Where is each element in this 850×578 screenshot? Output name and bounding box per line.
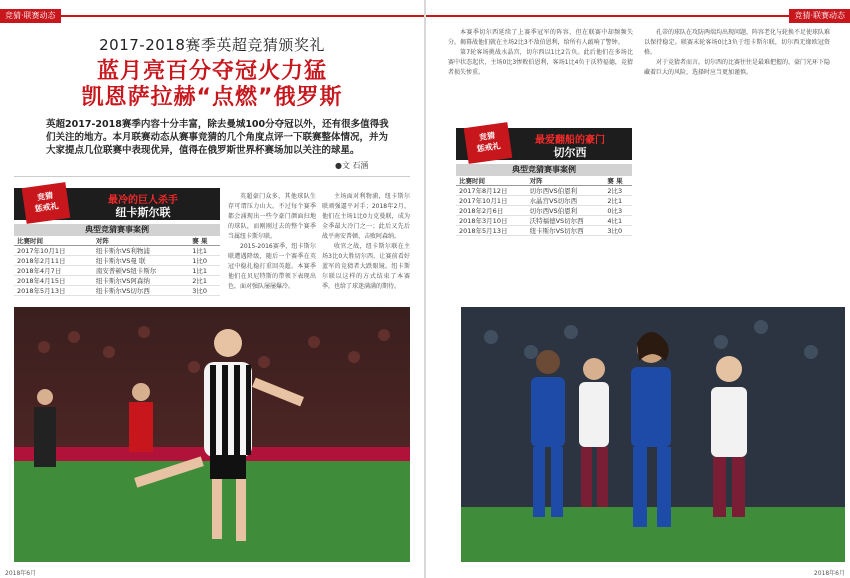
article-title-line1: 蓝月亮百分夺冠火力猛 <box>96 59 327 84</box>
cell-result: 1比1 <box>189 246 220 256</box>
cell-result: 4比1 <box>604 216 632 226</box>
cell-match: 切尔西VS伯恩利 <box>527 206 605 216</box>
divider <box>14 176 410 177</box>
col-result: 赛 果 <box>189 236 220 246</box>
cell-match: 水晶宫VS切尔西 <box>527 196 605 206</box>
cell-date: 2018年4月7日 <box>14 266 93 276</box>
byline: ●文 石涵 <box>335 161 369 170</box>
body-paragraph: 收官之战，纽卡斯尔联在主场3比0大胜切尔西，让赛前看好蓝军的竞猜者大跌眼镜。纽卡斯尔联以这样的方式结束了本赛季，也给了球迷满满的期待。 <box>322 243 410 290</box>
section-rule <box>426 15 850 17</box>
cell-result: 3比0 <box>189 286 220 296</box>
cell-match: 切尔西VS伯恩利 <box>527 186 605 196</box>
cell-date: 2018年3月10日 <box>456 216 527 226</box>
case-table-header <box>14 236 220 246</box>
cell-match: 纽卡斯尔VS阿森纳 <box>93 276 189 286</box>
body-paragraph: 孔蒂的球队在攻防两端均出现问题，阵容老化与轮换不足使球队难以保持稳定。联赛末轮客场0比3负于纽卡斯尔联，切尔西无缘欧冠资格。 <box>644 29 831 56</box>
award-box <box>14 188 220 296</box>
article-title-line2: 凯恩萨拉赫“点燃”俄罗斯 <box>81 85 343 110</box>
body-column-2 <box>322 192 410 292</box>
match-photo-chelsea <box>461 307 845 562</box>
cell-result: 1比1 <box>189 266 220 276</box>
cell-match: 纽卡斯尔VS曼 联 <box>93 256 189 266</box>
page-footer: 2018年6月 <box>5 570 37 577</box>
award-header <box>456 128 632 160</box>
section-rule <box>0 15 424 17</box>
body-column-3 <box>448 28 633 78</box>
section-tag: 竞猜·联赛动态 <box>0 9 61 23</box>
table-row <box>14 266 220 276</box>
award-header <box>14 188 220 220</box>
body-column-4 <box>644 28 830 78</box>
right-page <box>426 0 850 578</box>
cell-date: 2018年2月6日 <box>456 206 527 216</box>
body-paragraph: 第7轮客场挑战水晶宫，切尔西以1比2告负。此后他们在多场比赛中状态起伏，主场0比3惨败伯恩利，客场1比4负于沃特福德，竞猜者损失惨重。 <box>448 49 633 76</box>
col-date: 比赛时间 <box>14 236 93 246</box>
cell-match: 南安普顿VS纽卡斯尔 <box>93 266 189 276</box>
table-row <box>456 196 632 206</box>
left-page <box>0 0 424 578</box>
cell-match: 纽卡斯尔VS利物浦 <box>93 246 189 256</box>
cell-result: 2比1 <box>604 196 632 206</box>
cell-date: 2017年10月1日 <box>14 246 93 256</box>
body-paragraph: 主场面对利物浦，纽卡斯尔联顽强逼平对手；2018年2月，他们在主场1比0力克曼联，成为全季最大冷门之一；此后又先后战平南安普顿、击败阿森纳。 <box>322 193 410 240</box>
case-table <box>14 236 220 296</box>
col-result: 赛 果 <box>604 176 632 186</box>
cell-result: 1比0 <box>189 256 220 266</box>
award-box <box>456 128 632 236</box>
article-title-top: 2017-2018赛季英超竞猜颁奖礼 <box>99 36 325 54</box>
cell-result: 3比0 <box>604 226 632 236</box>
table-row <box>14 246 220 256</box>
cell-result: 2比3 <box>604 186 632 196</box>
cell-result: 2比1 <box>189 276 220 286</box>
table-row <box>456 206 632 216</box>
case-table-title: 典型竞猜赛事案例 <box>456 164 632 176</box>
table-row <box>14 256 220 266</box>
body-paragraph: 对于竞猜者而言，切尔西的比赛往往是最难把握的，豪门光环下隐藏着巨大的风险，选择时应当更加谨慎。 <box>644 59 831 76</box>
table-row <box>456 216 632 226</box>
cell-match: 沃特福德VS切尔西 <box>527 216 605 226</box>
award-title: 最冷的巨人杀手 <box>108 195 178 206</box>
col-date: 比赛时间 <box>456 176 527 186</box>
table-row <box>456 226 632 236</box>
page-footer: 2018年6月 <box>813 570 845 577</box>
cell-date: 2018年4月15日 <box>14 276 93 286</box>
award-team: 切尔西 <box>553 146 587 159</box>
cell-match: 纽卡斯尔VS切尔西 <box>93 286 189 296</box>
match-photo-newcastle <box>14 307 410 562</box>
body-paragraph: 英超豪门众多，其他球队生存可谓压力山大。不过每个赛季都会涌现出一些令豪门颜面扫地的球队，而刚刚过去的整个赛季当属纽卡斯尔联。 <box>228 193 316 240</box>
body-column-1 <box>228 192 316 292</box>
cell-date: 2017年8月12日 <box>456 186 527 196</box>
body-paragraph: 本赛季切尔西延续了上赛季冠军的阵容，但在联赛中却频频失分。揭幕战他们就在主场2比3不敌伯恩利，给所有人敲响了警钟。 <box>448 29 633 46</box>
table-row <box>14 276 220 286</box>
cell-date: 2018年2月11日 <box>14 256 93 266</box>
case-table <box>456 176 632 236</box>
cell-date: 2018年5月13日 <box>14 286 93 296</box>
case-table-title: 典型竞猜赛事案例 <box>14 224 220 236</box>
table-row <box>456 186 632 196</box>
cell-date: 2017年10月1日 <box>456 196 527 206</box>
cell-match: 纽卡斯尔VS切尔西 <box>527 226 605 236</box>
award-title: 最爱翻船的豪门 <box>535 135 605 146</box>
article-lead: 英超2017-2018赛季内容十分丰富，除去曼城100分夺冠以外，还有很多值得我们关注的地方。本月联赛动态从赛事竞猜的几个角度点评一下联赛整体情况，并为大家提点几位联赛中表现优异，值得在俄罗斯世界杯赛场加以关注的球星。 <box>46 119 389 156</box>
body-paragraph: 2015-2016赛季，纽卡斯尔联遭遇降级，随后一个赛季在英冠中稳扎稳打重回英超。本赛季他们在贝尼特斯的带领下表现出色，面对强队屡屡爆冷。 <box>228 243 316 290</box>
cell-result: 0比3 <box>604 206 632 216</box>
award-badge: 竞猜 惩戒礼 <box>22 182 71 224</box>
col-match: 对阵 <box>527 176 605 186</box>
award-badge: 竞猜 惩戒礼 <box>464 122 513 164</box>
section-tag: 竞猜·联赛动态 <box>789 9 850 23</box>
cell-date: 2018年5月13日 <box>456 226 527 236</box>
col-match: 对阵 <box>93 236 189 246</box>
table-row <box>14 286 220 296</box>
case-table-header <box>456 176 632 186</box>
award-team: 纽卡斯尔联 <box>115 206 171 219</box>
